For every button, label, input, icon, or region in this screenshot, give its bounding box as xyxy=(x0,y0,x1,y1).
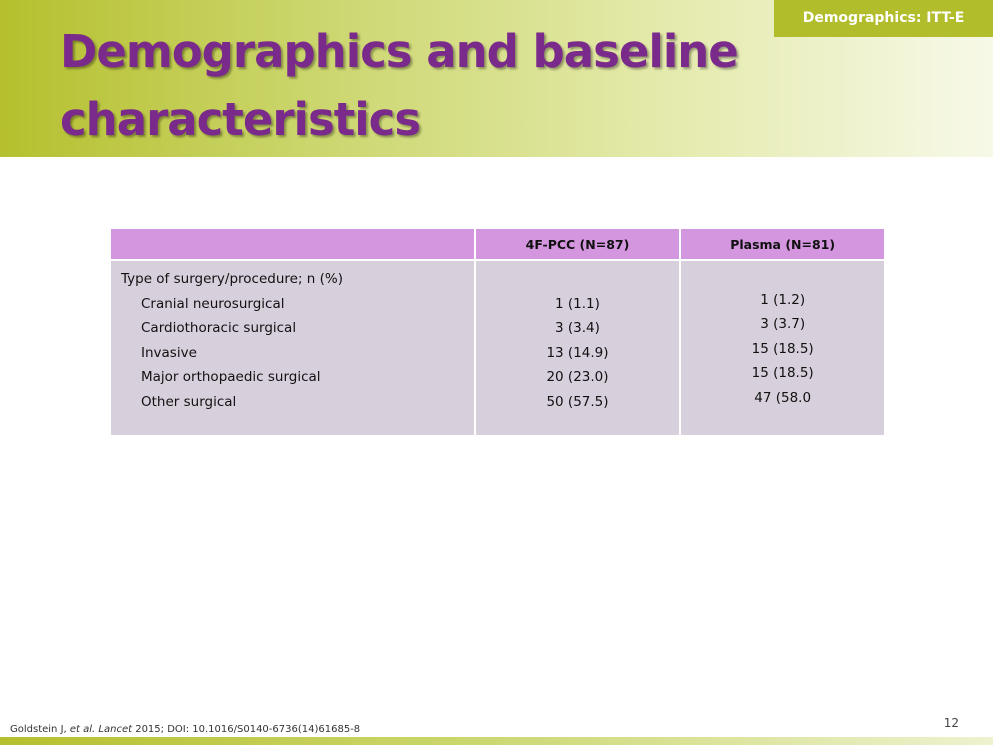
citation xyxy=(10,724,360,735)
header-cell-label xyxy=(110,228,475,260)
pcc-value: 13 (14.9) xyxy=(546,344,609,361)
pcc-column xyxy=(475,260,681,436)
plasma-column xyxy=(680,260,885,436)
header-cell-4f-pcc: 4F-PCC (N=87) xyxy=(475,228,681,260)
pcc-value: 20 (23.0) xyxy=(546,369,609,385)
pcc-value: 50 (57.5) xyxy=(546,393,609,410)
table-row xyxy=(110,260,885,436)
header-cell-plasma: Plasma (N=81) xyxy=(680,228,885,260)
citation-rest: 2015; DOI: 10.1016/S0140-6736(14)61685-8 xyxy=(132,724,361,735)
row-label: Major orthopaedic surgical xyxy=(141,369,321,385)
pcc-value: 3 (3.4) xyxy=(555,320,600,336)
pcc-value: 1 (1.1) xyxy=(555,295,600,312)
plasma-value: 15 (18.5) xyxy=(751,365,814,381)
citation-journal: Lancet xyxy=(98,724,133,735)
plasma-value: 3 (3.7) xyxy=(760,316,806,332)
row-label: Other surgical xyxy=(141,393,237,410)
demographics-table xyxy=(109,227,886,437)
plasma-value: 15 (18.5) xyxy=(751,340,814,357)
plasma-value: 1 (1.2) xyxy=(760,291,806,308)
slide-title: Demographics and baseline characteristics xyxy=(60,25,738,146)
row-label: Invasive xyxy=(141,344,197,361)
row-label: Cranial neurosurgical xyxy=(141,295,285,312)
section-label: Type of surgery/procedure; n (%) xyxy=(121,271,344,287)
plasma-value: 47 (58.0 xyxy=(754,389,812,406)
label-column xyxy=(110,260,475,436)
page-number: 12 xyxy=(943,716,959,730)
footer-band xyxy=(0,737,993,745)
citation-author: Goldstein J, xyxy=(10,724,70,735)
citation-etal: et al. xyxy=(69,724,96,735)
table-header-row xyxy=(110,228,885,260)
row-label: Cardiothoracic surgical xyxy=(141,320,297,336)
section-tag: Demographics: ITT-E xyxy=(774,0,993,37)
